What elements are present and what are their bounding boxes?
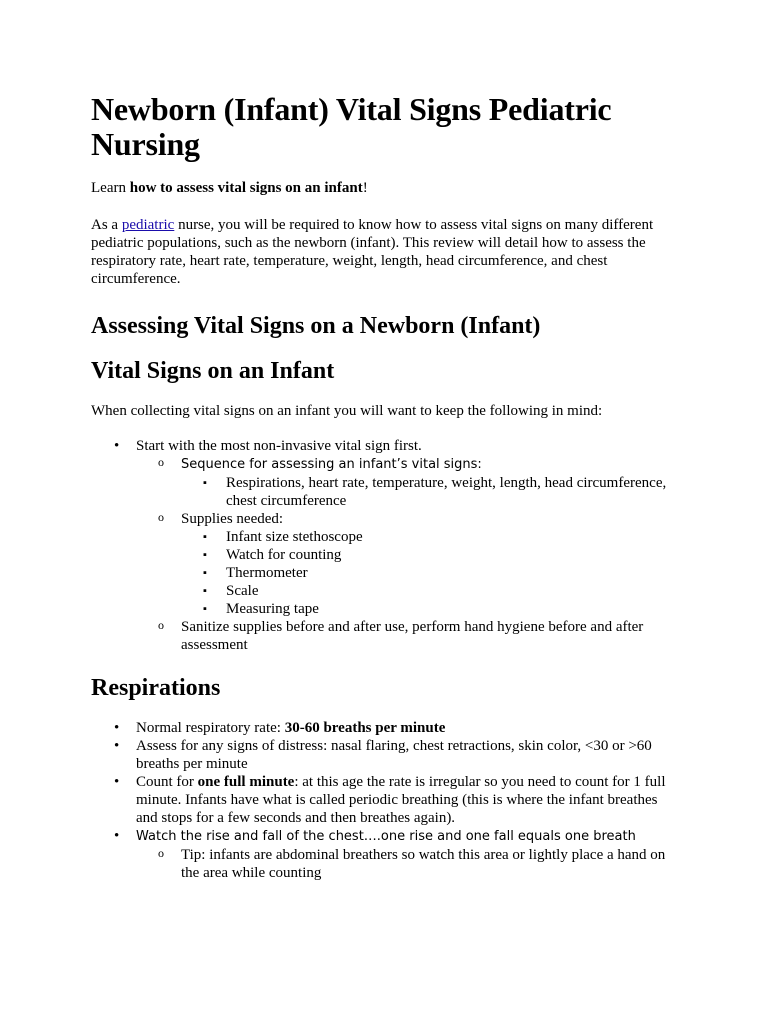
bullet-marker: • — [114, 738, 120, 754]
lead-paragraph — [91, 179, 681, 197]
list-item-bold-text: 30-60 breaths per minute — [284, 720, 446, 736]
list-item-text: Sequence for assessing an infant’s vital signs: — [181, 457, 482, 472]
list-item-text: Normal respiratory rate: — [136, 720, 285, 736]
list-item — [203, 564, 681, 582]
list-item-text: : at this age the rate is irregular so you need to count for 1 full minute. Infants have what is called periodic breathing (this is where the infant breathes and stops for a few seconds and then breathes again). — [136, 774, 666, 826]
list-item — [203, 600, 681, 618]
lead-punctuation: ! — [362, 180, 368, 196]
bullet-marker: • — [114, 774, 120, 790]
page-title: Newborn (Infant) Vital Signs Pediatric Nursing — [91, 91, 612, 162]
heading-respirations: Respirations — [91, 675, 221, 701]
list-item-text: Sanitize supplies before and after use, perform hand hygiene before and after assessment — [181, 619, 644, 653]
list-item-text: Count for — [136, 774, 198, 790]
list-item-text: Supplies needed: — [181, 511, 284, 527]
list-item-text: Watch for counting — [226, 547, 342, 563]
list-item-text: Measuring tape — [226, 601, 319, 617]
bullet-marker: • — [114, 828, 120, 844]
bullet-marker: ▪ — [203, 585, 207, 597]
bullet-marker: • — [114, 438, 120, 454]
lead-text: Learn — [91, 180, 130, 196]
list-item-text: Start with the most non-invasive vital sign first. — [136, 438, 422, 454]
list-item — [158, 618, 681, 654]
bullet-marker: ▪ — [203, 567, 207, 579]
lead-bold-text: how to assess vital signs on an infant — [129, 180, 363, 196]
bullet-marker: o — [158, 618, 164, 632]
list-item — [114, 737, 681, 773]
list-item-text: Respirations, heart rate, temperature, weight, length, head circumference, chest circumference — [226, 475, 667, 509]
list-item — [203, 582, 681, 600]
pediatric-link[interactable]: pediatric — [121, 217, 175, 233]
list-item — [158, 510, 681, 618]
bullet-marker: o — [158, 846, 164, 860]
bullet-marker: ▪ — [203, 603, 207, 615]
document-body — [91, 92, 681, 882]
intro-text-start: As a — [91, 217, 122, 233]
list-item-text: Infant size stethoscope — [226, 529, 363, 545]
heading-vital-signs: Vital Signs on an Infant — [91, 358, 335, 384]
when-paragraph: When collecting vital signs on an infant you will want to keep the following in mind: — [91, 403, 603, 419]
list-item — [158, 846, 681, 882]
list-item — [114, 773, 681, 827]
vital-signs-list — [91, 437, 681, 654]
sublist — [181, 474, 681, 510]
list-item — [203, 546, 681, 564]
bullet-marker: o — [158, 455, 164, 469]
list-item — [158, 455, 681, 510]
list-item-text: Scale — [226, 583, 259, 599]
list-item — [114, 827, 681, 882]
list-item — [114, 437, 681, 654]
list-item-text: Watch the rise and fall of the chest….one rise and one fall equals one breath — [136, 829, 636, 844]
list-item — [203, 474, 681, 510]
bullet-marker: ▪ — [203, 477, 207, 489]
bullet-marker: ▪ — [203, 531, 207, 543]
list-item-text: Thermometer — [226, 565, 308, 581]
supplies-list — [181, 528, 681, 618]
list-item-text: Assess for any signs of distress: nasal flaring, chest retractions, skin color, <30 or >60 breaths per minute — [136, 738, 652, 772]
bullet-marker: o — [158, 510, 164, 524]
list-item-bold-text: one full minute — [197, 774, 295, 790]
list-item — [203, 528, 681, 546]
list-item-text: Tip: infants are abdominal breathers so watch this area or lightly place a hand on the area while counting — [181, 847, 666, 881]
intro-paragraph — [91, 216, 681, 288]
heading-assessing: Assessing Vital Signs on a Newborn (Infant) — [91, 313, 541, 339]
bullet-marker: ▪ — [203, 549, 207, 561]
sublist — [136, 846, 681, 882]
respirations-list — [91, 719, 681, 882]
list-item — [114, 719, 681, 737]
intro-text-rest: nurse, you will be required to know how to assess vital signs on many different pediatric populations, such as the newborn (infant). This review will detail how to assess the respiratory rate, heart rate, temperature, weight, length, head circumference, and chest circumference. — [91, 217, 654, 287]
sublist — [136, 455, 681, 654]
bullet-marker: • — [114, 720, 120, 736]
